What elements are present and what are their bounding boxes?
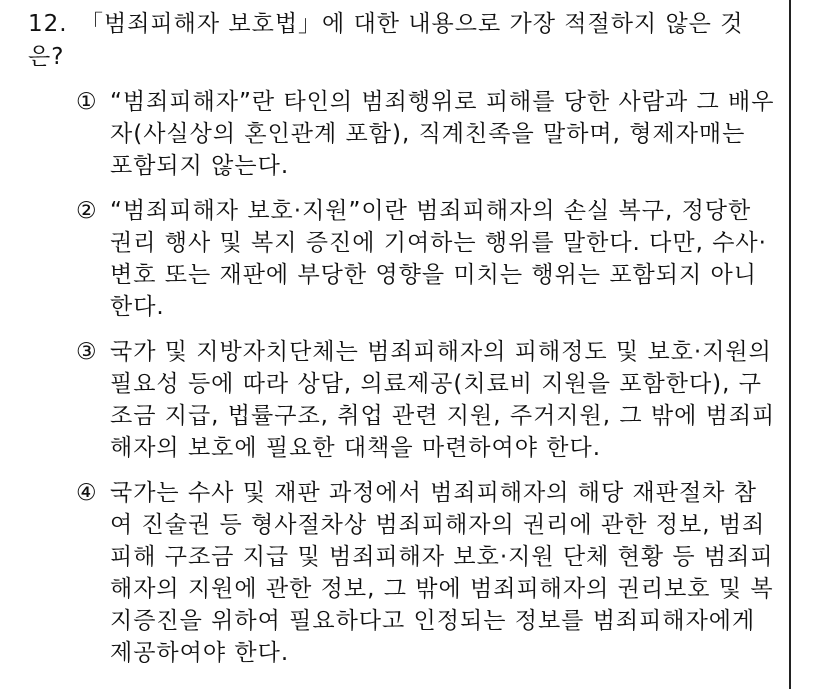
question-text: 「범죄피해자 보호법」에 대한 내용으로 가장 적절하지 않은 것은? <box>28 11 744 70</box>
option-marker-2: ② <box>76 198 98 224</box>
option-text-2: “범죄피해자 보호·지원”이란 범죄피해자의 손실 복구, 정당한 권리 행사 및 복지 증진에 기여하는 행위를 말한다. 다만, 수사·변호 또는 재판에 부당한 영향을 미치는 행위는 포함되지 아니한다. <box>110 198 767 320</box>
answer-option-4[interactable] <box>76 477 776 669</box>
option-text-3: 국가 및 지방자치단체는 범죄피해자의 피해정도 및 보호·지원의 필요성 등에 따라 상담, 의료제공(치료비 지원을 포함한다), 구조금 지급, 법률구조, 취업 관련 지원, 주거지원, 그 밖에 범죄피해자의 보호에 필요한 대책을 마련하여야 한다. <box>110 339 776 461</box>
option-text-1: “범죄피해자”란 타인의 범죄행위로 피해를 당한 사람과 그 배우자(사실상의 혼인관계 포함), 직계친족을 말하며, 형제자매는 포함되지 않는다. <box>110 89 775 179</box>
answer-options <box>76 86 776 682</box>
option-marker-1: ① <box>76 89 98 115</box>
column-divider <box>789 0 791 689</box>
option-marker-4: ④ <box>76 480 98 506</box>
answer-option-2[interactable] <box>76 195 776 323</box>
answer-option-3[interactable] <box>76 336 776 464</box>
option-marker-3: ③ <box>76 339 98 365</box>
answer-option-1[interactable] <box>76 86 776 182</box>
question-stem <box>28 8 768 74</box>
option-text-4: 국가는 수사 및 재판 과정에서 범죄피해자의 해당 재판절차 참여 진술권 등 형사절차상 범죄피해자의 권리에 관한 정보, 범죄피해 구조금 지급 및 범죄피해자 보호·지원 단체 현황 등 범죄피해자의 지원에 관한 정보, 그 밖에 범죄피해자의 권리보호 및 복지증진을 위하여 필요하다고 인정되는 정보를 범죄피해자에게 제공하여야 한다. <box>110 480 774 666</box>
question-number: 12. <box>28 11 68 37</box>
